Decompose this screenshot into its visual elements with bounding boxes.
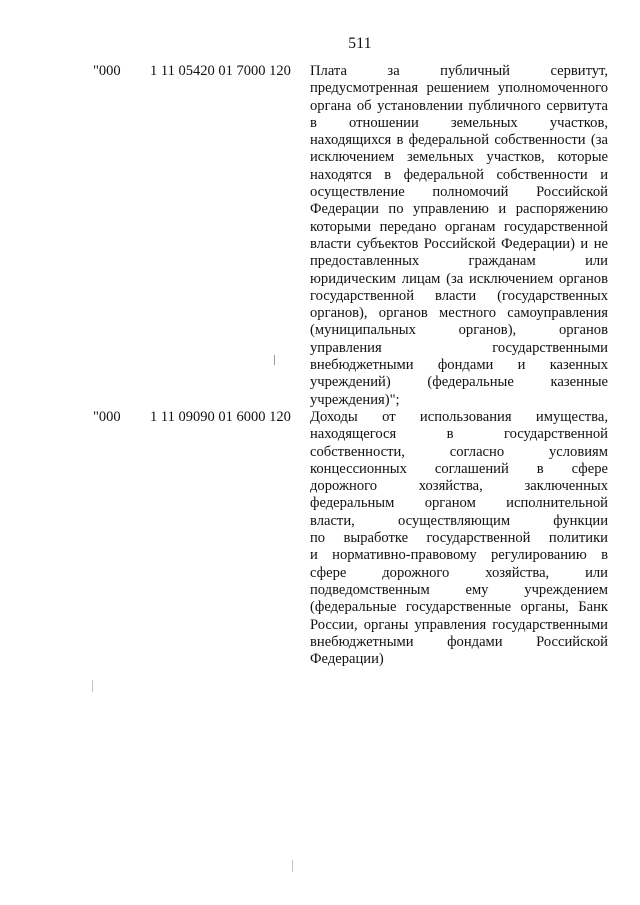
description-line: в отношении земельных участков, — [310, 114, 608, 131]
description-line: находятся в федеральной собственности и — [310, 166, 608, 183]
description-line: находящегося в государственной — [310, 426, 608, 443]
description-line: России, органы управления государственными — [310, 616, 608, 633]
description-line: власти субъектов Российской Федерации) и не — [310, 235, 608, 252]
description-line: органа об установлении публичного сервитута — [310, 97, 608, 114]
description-line: учреждения)"; — [310, 391, 400, 408]
description-line: государственной власти (государственных — [310, 287, 608, 304]
description-line: осуществление полномочий Российской — [310, 184, 608, 201]
description-line: дорожного хозяйства, заключенных — [310, 478, 608, 495]
description-line: которыми передано органам государственной — [310, 218, 608, 235]
page-number: 511 — [348, 35, 372, 52]
description-line: федеральным органом исполнительной — [310, 495, 608, 512]
scan-artifact — [292, 860, 293, 872]
description-line: и нормативно-правовому регулированию в — [310, 547, 608, 564]
scan-artifact — [274, 355, 275, 365]
description-line: внебюджетными фондами и казенных — [310, 357, 608, 374]
code-prefix: "000 — [93, 63, 121, 79]
description-line: Федерации) — [310, 651, 384, 668]
description-line: предоставленных гражданам или — [310, 253, 608, 270]
description-line: исключением земельных участков, которые — [310, 149, 608, 166]
description-line: по выработке государственной политики — [310, 530, 608, 547]
description-line: (муниципальных органов), органов — [310, 322, 608, 339]
description-line: органов), органов местного самоуправления — [310, 305, 608, 322]
code-prefix: "000 — [93, 409, 121, 425]
income-description — [310, 409, 608, 668]
description-line: предусмотренная решением уполномоченного — [310, 80, 608, 97]
description-line: Доходы от использования имущества, — [310, 409, 608, 425]
description-line: (федеральные государственные органы, Банк — [310, 599, 608, 616]
description-line: Федерации по управлению и распоряжению — [310, 201, 608, 218]
description-line: собственности, согласно условиям — [310, 443, 608, 460]
description-line: внебюджетными фондами Российской — [310, 633, 608, 650]
description-line: концессионных соглашений в сфере — [310, 460, 608, 477]
description-line: учреждений) (федеральные казенные — [310, 374, 608, 391]
budget-classification-code: 1 11 09090 01 6000 120 — [150, 409, 291, 425]
description-line: юридическим лицам (за исключением органов — [310, 270, 608, 287]
description-line: находящихся в федеральной собственности (за — [310, 132, 608, 149]
description-line: власти, осуществляющим функции — [310, 512, 608, 529]
budget-classification-code: 1 11 05420 01 7000 120 — [150, 63, 291, 79]
description-line: подведомственным ему учреждением — [310, 581, 608, 598]
income-description — [310, 63, 608, 409]
description-line: Плата за публичный сервитут, — [310, 63, 608, 79]
description-line: управления государственными — [310, 339, 608, 356]
scan-artifact — [92, 680, 93, 692]
description-line: сфере дорожного хозяйства, или — [310, 564, 608, 581]
